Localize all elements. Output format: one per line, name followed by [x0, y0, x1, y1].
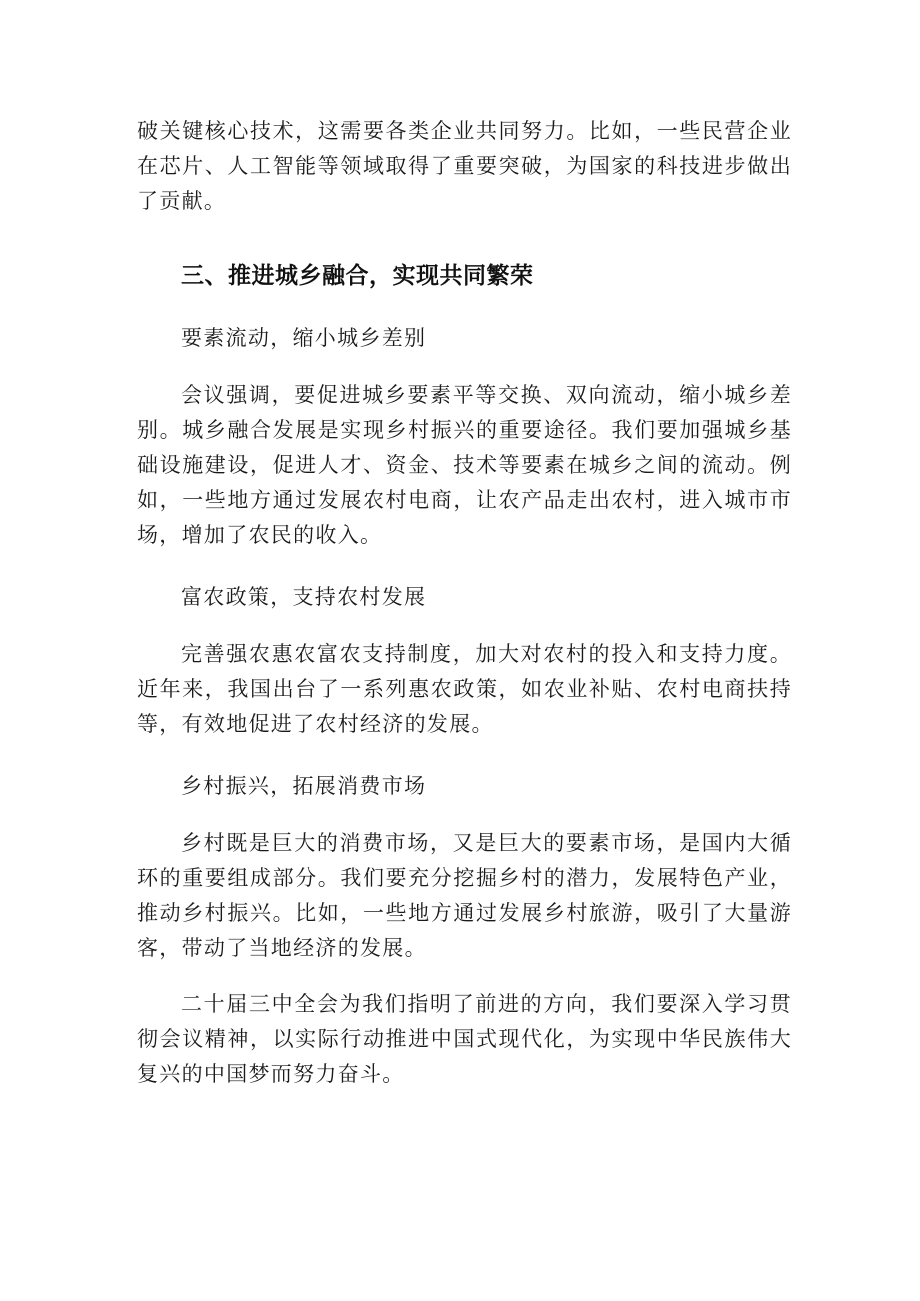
- paragraph-rural-policy: 完善强农惠农富农支持制度，加大对农村的投入和支持力度。近年来，我国出台了一系列惠农政策，如农业补贴、农村电商扶持等，有效地促进了农村经济的发展。: [137, 642, 792, 736]
- subheading-rural-policy: 富农政策，支持农村发展: [181, 585, 427, 609]
- paragraph-factor-flow: 会议强调，要促进城乡要素平等交换、双向流动，缩小城乡差别。城乡融合发展是实现乡村振兴的重要途径。我们要加强城乡基础设施建设，促进人才、资金、技术等要素在城乡之间的流动。例如，一些地方通过发展农村电商，让农产品走出农村，进入城市市场，增加了农民的收入。: [137, 383, 792, 547]
- subheading-factor-flow: 要素流动，缩小城乡差别: [181, 326, 427, 350]
- section-heading: 三、推进城乡融合，实现共同繁荣: [181, 263, 534, 289]
- paragraph-conclusion: 二十届三中全会为我们指明了前进的方向，我们要深入学习贯彻会议精神，以实际行动推进中国式现代化，为实现中华民族伟大复兴的中国梦而努力奋斗。: [137, 992, 792, 1086]
- paragraph-rural-revitalization: 乡村既是巨大的消费市场，又是巨大的要素市场，是国内大循环的重要组成部分。我们要充分挖掘乡村的潜力，发展特色产业，推动乡村振兴。比如，一些地方通过发展乡村旅游，吸引了大量游客，带动了当地经济的发展。: [137, 831, 792, 960]
- document-page: [137, 114, 792, 1092]
- paragraph-continued: 破关键核心技术，这需要各类企业共同努力。比如，一些民营企业在芯片、人工智能等领域取得了重要突破，为国家的科技进步做出了贡献。: [137, 119, 792, 213]
- subheading-rural-revitalization: 乡村振兴，拓展消费市场: [181, 774, 427, 798]
